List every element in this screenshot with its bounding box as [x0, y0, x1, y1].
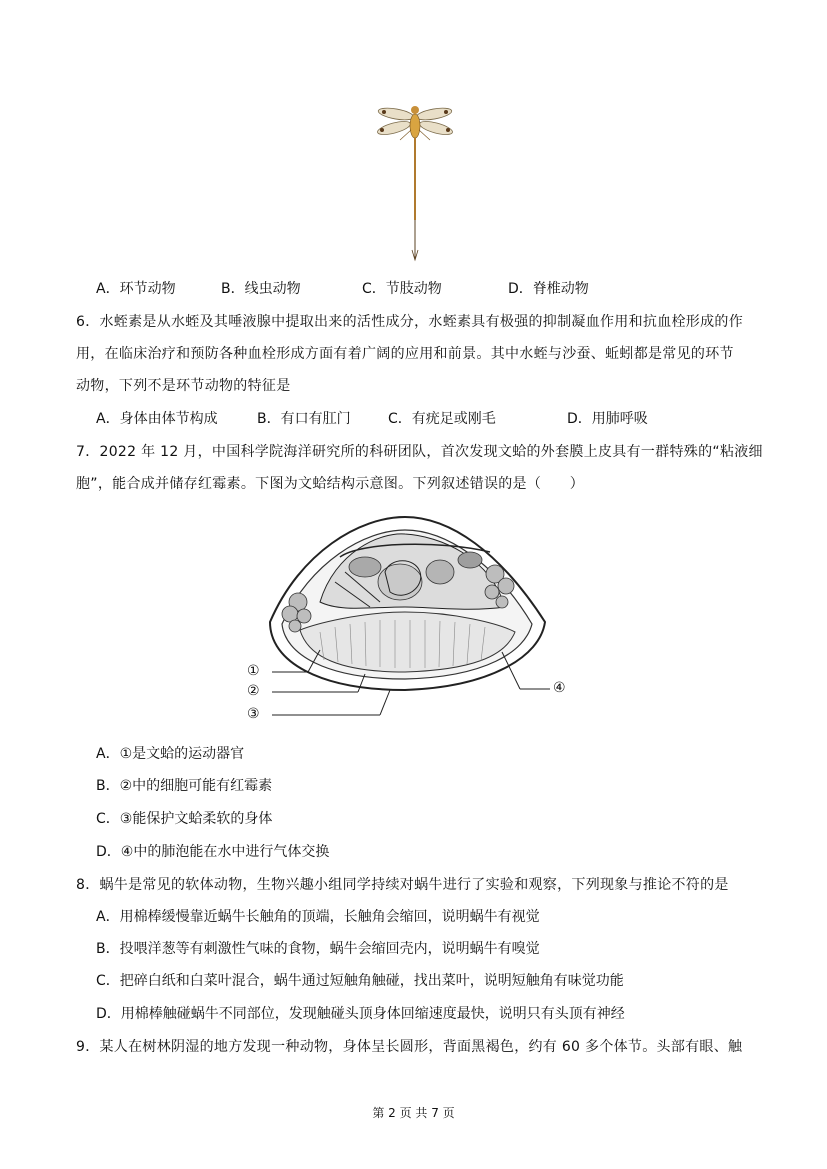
q7-stem-line-2: 胞”，能合成并储存红霉素。下图为文蛤结构示意图。下列叙述错误的是（ ） — [76, 476, 585, 492]
page-footer: 第 2 页 共 7 页 — [372, 1106, 455, 1120]
q5-option-a: A．环节动物 — [96, 281, 176, 297]
label-2: ② — [247, 683, 260, 699]
q5-option-c: C．节肢动物 — [362, 281, 442, 297]
q8-stem: 8．蜗牛是常见的软体动物，生物兴趣小组同学持续对蜗牛进行了实验和观察，下列现象与推论不符的是 — [76, 877, 729, 893]
q6-option-d: D．用肺呼吸 — [567, 411, 648, 427]
q6-stem-line-1: 6．水蛭素是从水蛭及其唾液腺中提取出来的活性成分，水蛭素具有极强的抑制凝血作用和抗血栓形成的作 — [76, 314, 744, 330]
q7-stem-line-1: 7．2022 年 12 月，中国科学院海洋研究所的科研团队，首次发现文蛤的外套膜上皮具有一群特殊的“粘液细 — [76, 444, 763, 460]
q7-option-c: C．③能保护文蛤柔软的身体 — [96, 811, 273, 827]
q7-option-d: D．④中的肺泡能在水中进行气体交换 — [96, 844, 330, 860]
q8-option-b: B．投喂洋葱等有刺激性气味的食物，蜗牛会缩回壳内，说明蜗牛有嗅觉 — [96, 941, 540, 957]
q6-stem-line-2: 用，在临床治疗和预防各种血栓形成方面有着广阔的应用和前景。其中水蛭与沙蚕、蚯蚓都是常见的环节 — [76, 346, 734, 362]
q5-option-d: D．脊椎动物 — [508, 281, 589, 297]
q8-option-d: D．用棉棒触碰蜗牛不同部位，发现触碰头顶身体回缩速度最快，说明只有头顶有神经 — [96, 1006, 625, 1022]
clam-diagram — [240, 512, 585, 727]
q9-stem: 9．某人在树林阴湿的地方发现一种动物，身体呈长圆形，背面黑褐色，约有 60 多个体节。头部有眼、触 — [76, 1039, 743, 1055]
q7-option-b: B．②中的细胞可能有红霉素 — [96, 778, 273, 794]
q5-option-b: B．线虫动物 — [221, 281, 301, 297]
q6-option-b: B．有口有肛门 — [257, 411, 351, 427]
label-1: ① — [247, 663, 260, 679]
q6-stem-line-3: 动物，下列不是环节动物的特征是 — [76, 378, 291, 394]
q8-option-c: C．把碎白纸和白菜叶混合，蜗牛通过短触角触碰，找出菜叶，说明短触角有味觉功能 — [96, 973, 624, 989]
label-4: ④ — [553, 680, 566, 696]
q6-option-a: A．身体由体节构成 — [96, 411, 218, 427]
insect-figure — [370, 100, 460, 265]
q6-option-c: C．有疣足或刚毛 — [388, 411, 496, 427]
label-3: ③ — [247, 706, 260, 722]
q7-option-a: A．①是文蛤的运动器官 — [96, 746, 245, 762]
q8-option-a: A．用棉棒缓慢靠近蜗牛长触角的顶端，长触角会缩回，说明蜗牛有视觉 — [96, 909, 540, 925]
